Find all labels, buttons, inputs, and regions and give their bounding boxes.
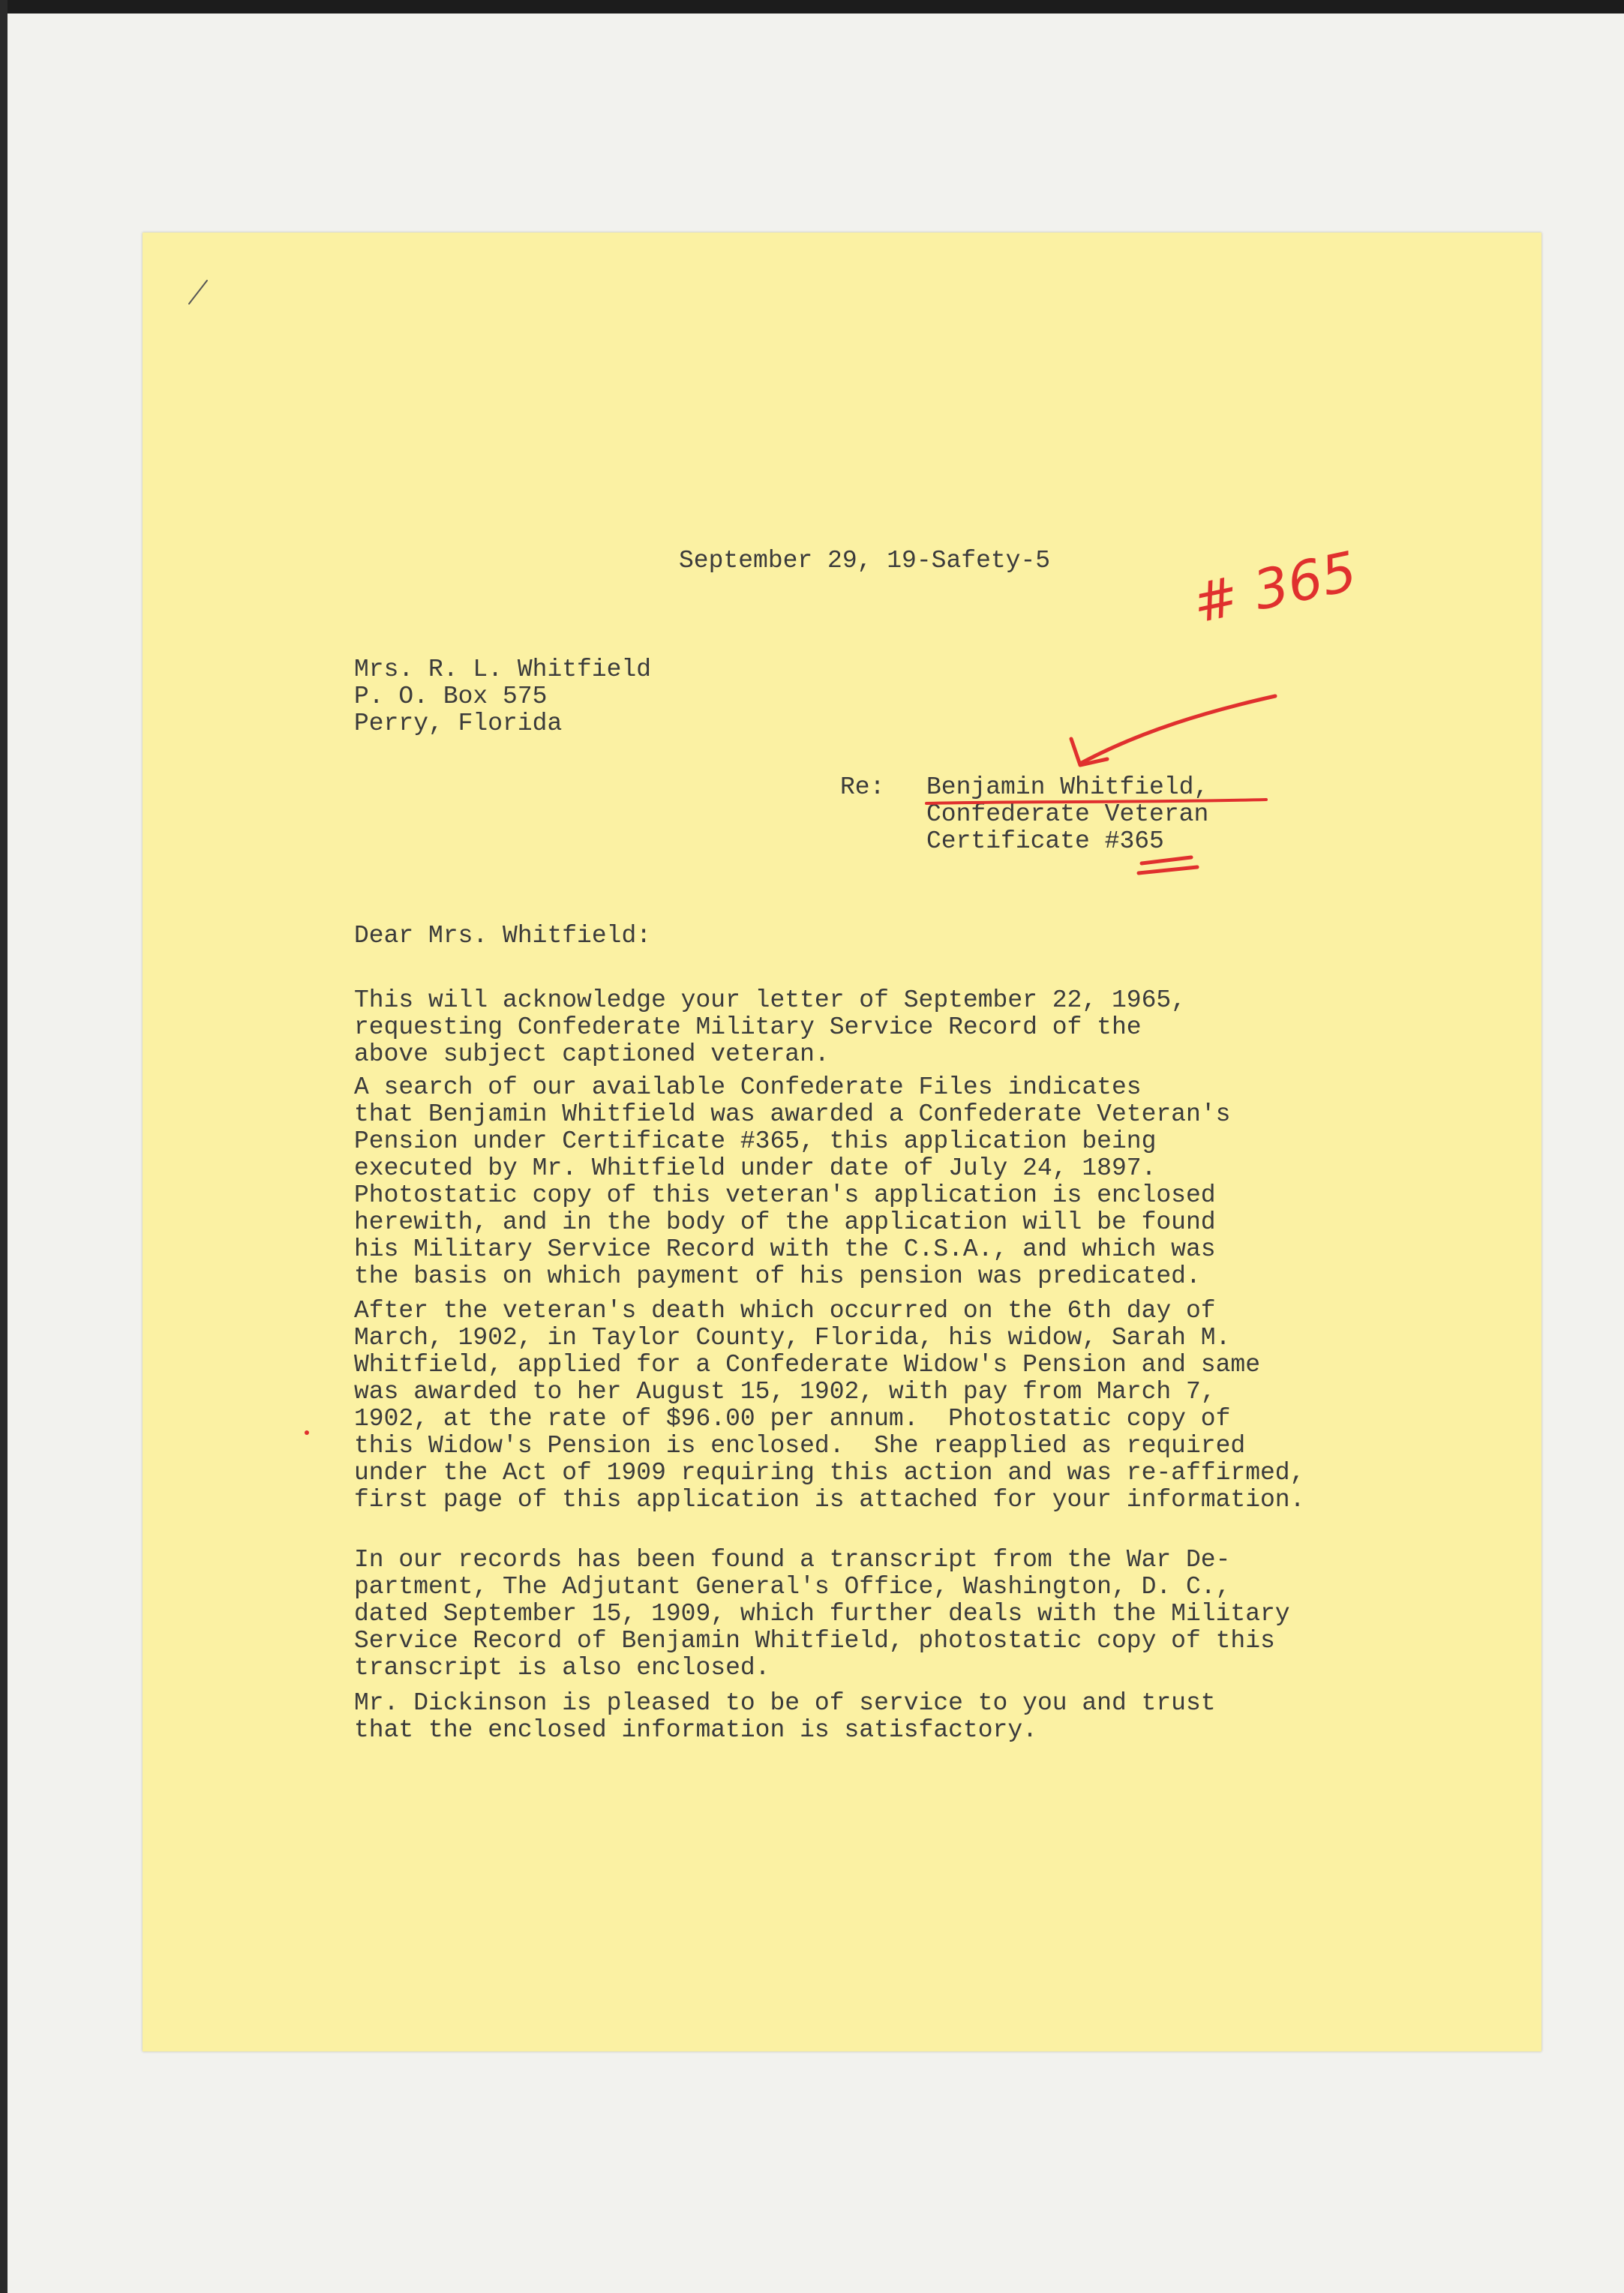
paragraph-line: that the enclosed information is satisfactory. — [354, 1716, 1037, 1744]
paragraph-line: that Benjamin Whitfield was awarded a Confederate Veteran's — [354, 1100, 1231, 1128]
paragraph-line: Mr. Dickinson is pleased to be of service to you and trust — [354, 1689, 1216, 1717]
paragraph-line: transcript is also enclosed. — [354, 1654, 770, 1682]
handwritten-certificate-number: # 365 — [1187, 539, 1362, 635]
paragraph-closing — [354, 1690, 1216, 1744]
recipient-line: Mrs. R. L. Whitfield — [354, 656, 652, 683]
paragraph-line: above subject captioned veteran. — [354, 1040, 830, 1068]
recipient-address — [354, 656, 651, 737]
paragraph-widow-pension — [354, 1298, 1304, 1514]
paragraph-line: In our records has been found a transcript from the War De- — [354, 1546, 1231, 1574]
re-line: Certificate #365 — [926, 827, 1164, 855]
paragraph-search-results — [354, 1074, 1230, 1290]
paragraph-line: Photostatic copy of this veteran's application is enclosed — [354, 1181, 1216, 1209]
paragraph-line: 1902, at the rate of $96.00 per annum. Photostatic copy of — [354, 1405, 1231, 1433]
paragraph-line: Service Record of Benjamin Whitfield, photostatic copy of this — [354, 1627, 1275, 1655]
recipient-line: P. O. Box 575 — [354, 683, 548, 710]
letter-date: September 29, 19-Safety-5 — [679, 547, 1051, 575]
scan-top-edge — [0, 0, 1624, 14]
re-line: Confederate Veteran — [926, 800, 1209, 828]
paragraph-line: March, 1902, in Taylor County, Florida, his widow, Sarah M. — [354, 1324, 1231, 1352]
paragraph-line: partment, The Adjutant General's Office, Washington, D. C., — [354, 1573, 1231, 1601]
re-subject-block — [926, 774, 1208, 855]
paragraph-line: the basis on which payment of his pension was predicated. — [354, 1262, 1201, 1290]
paragraph-line: After the veteran's death which occurred on the 6th day of — [354, 1297, 1216, 1325]
paragraph-line: executed by Mr. Whitfield under date of July 24, 1897. — [354, 1154, 1157, 1182]
recipient-line: Perry, Florida — [354, 710, 563, 737]
letter-page — [143, 233, 1541, 2051]
paragraph-line: was awarded to her August 15, 1902, with pay from March 7, — [354, 1378, 1216, 1406]
paragraph-line: A search of our available Confederate Files indicates — [354, 1073, 1142, 1101]
paragraph-line: This will acknowledge your letter of September 22, 1965, — [354, 986, 1186, 1014]
paragraph-line: his Military Service Record with the C.S.A., and which was — [354, 1235, 1216, 1263]
re-label: Re: — [840, 773, 885, 801]
paragraph-line: Pension under Certificate #365, this application being — [354, 1127, 1157, 1155]
scan-left-edge — [0, 0, 8, 2293]
paragraph-acknowledgement — [354, 987, 1186, 1068]
paragraph-war-department — [354, 1547, 1290, 1682]
paragraph-line: this Widow's Pension is enclosed. She reapplied as required — [354, 1432, 1246, 1460]
paragraph-line: under the Act of 1909 requiring this action and was re-affirmed, — [354, 1459, 1305, 1487]
re-line: Benjamin Whitfield, — [926, 773, 1209, 801]
salutation: Dear Mrs. Whitfield: — [354, 922, 652, 950]
paragraph-line: herewith, and in the body of the application will be found — [354, 1208, 1216, 1236]
paragraph-line: first page of this application is attached for your information. — [354, 1486, 1305, 1514]
paragraph-line: Whitfield, applied for a Confederate Widow's Pension and same — [354, 1351, 1260, 1379]
paragraph-line: requesting Confederate Military Service Record of the — [354, 1013, 1142, 1041]
paragraph-line: dated September 15, 1909, which further deals with the Military — [354, 1600, 1290, 1628]
